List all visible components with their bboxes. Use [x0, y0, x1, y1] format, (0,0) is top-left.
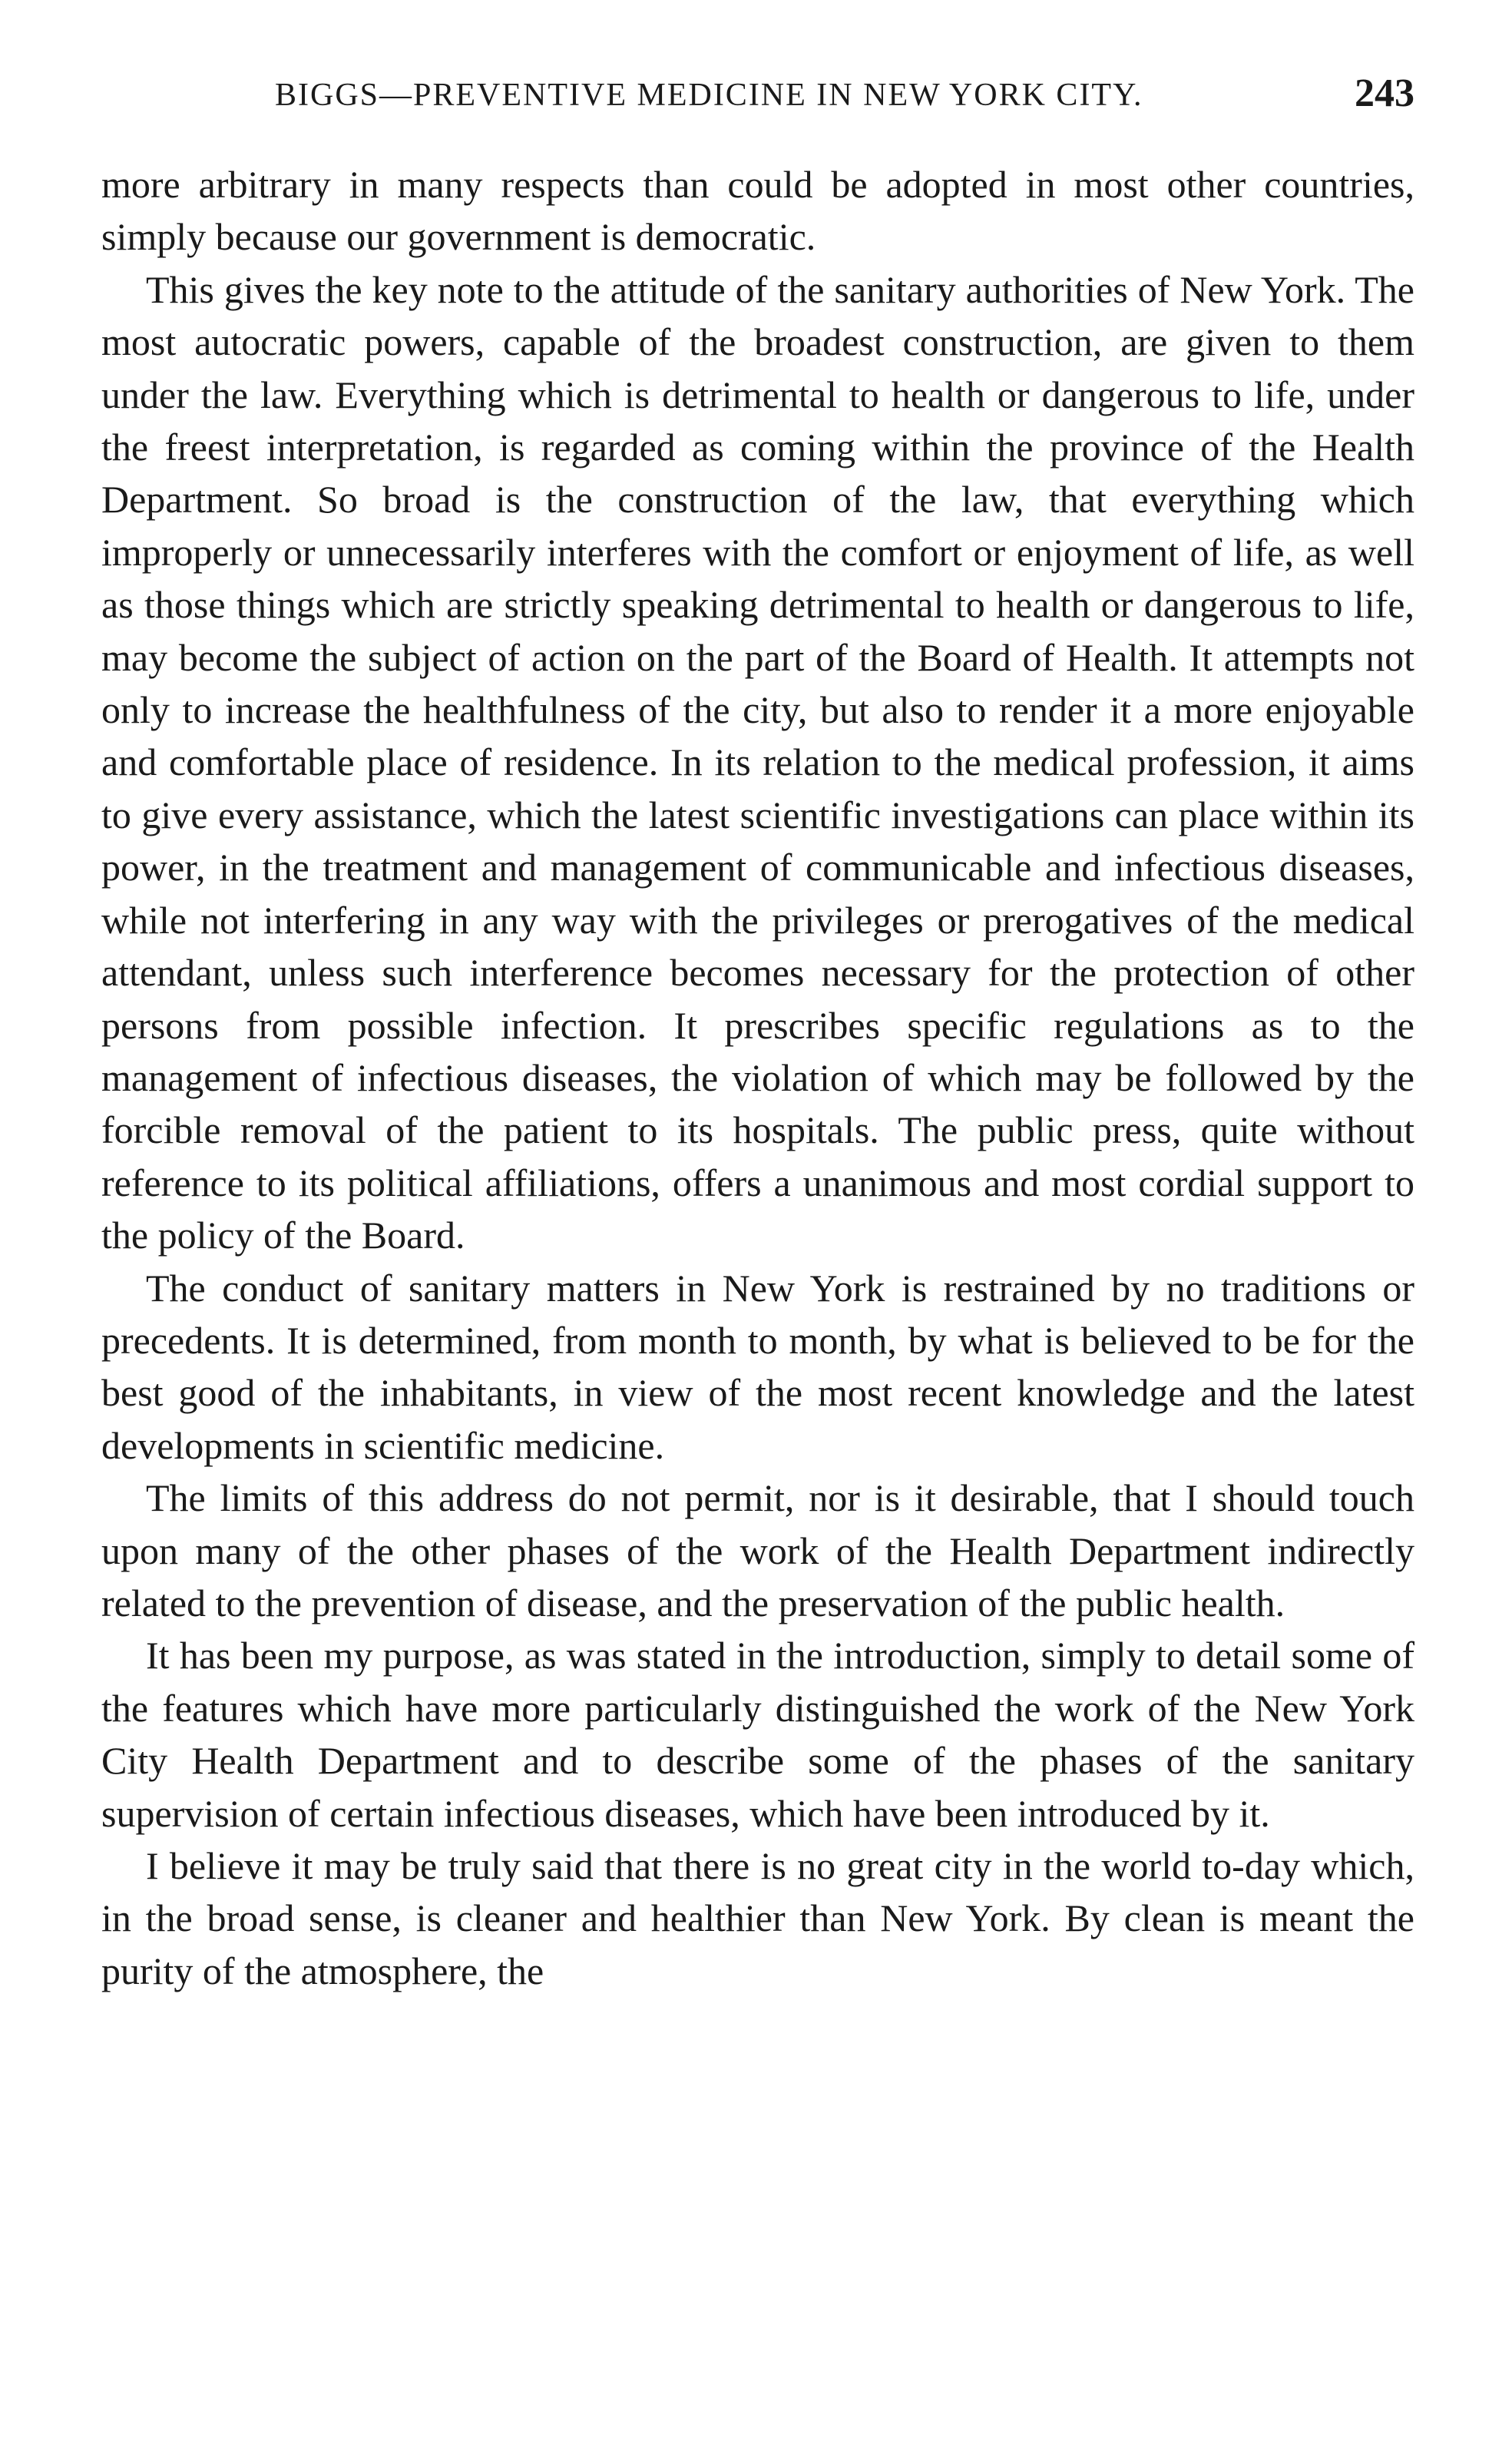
- page-number: 243: [1355, 71, 1414, 115]
- paragraph: The limits of this address do not permit, nor is it desirable, that I should touch upon many of the other phases of the work of the Health Department indirectly related to the prevention of disease, and the preservation of the public health.: [101, 1476, 1414, 1624]
- paragraph: The conduct of sanitary matters in New York is restrained by no traditions or precedents. It is determined, from month to month, by what is believed to be for the best good of the inhabitants, in view of the most recent knowledge and the latest developments in scientific medicine.: [101, 1266, 1414, 1467]
- running-title: BIGGS—PREVENTIVE MEDICINE IN NEW YORK CITY.: [275, 78, 1143, 113]
- paragraph-continued: more arbitrary in many respects than could be adopted in most other countries, simply because our government is democratic.: [101, 163, 1414, 259]
- paragraph: It has been my purpose, as was stated in the introduction, simply to detail some of the features which have more particularly distinguished the work of the New York City Health Department and to describe some of the phases of the sanitary supervision of certain infectious diseases, which have been introduced by it.: [101, 1634, 1414, 1835]
- document-page: [101, 71, 1414, 1997]
- paragraph: I believe it may be truly said that there is no great city in the world to-day which, in the broad sense, is cleaner and healthier than New York. By clean is meant the purity of the atmosphere, the: [101, 1844, 1414, 1992]
- running-head: [101, 71, 1414, 132]
- paragraph: This gives the key note to the attitude of the sanitary authorities of New York. The most autocratic powers, capable of the broadest construction, are given to them under the law. Everything which is detrimental to health or dangerous to life, under the freest interpretation, is regarded as coming within the province of the Health Department. So broad is the construction of the law, that everything which improperly or unnecessarily interferes with the comfort or enjoyment of life, as well as those things which are strictly speaking detrimental to health or dangerous to life, may become the subject of action on the part of the Board of Health. It attempts not only to increase the healthfulness of the city, but also to render it a more enjoyable and comfortable place of residence. In its relation to the medical profession, it aims to give every assistance, which the latest scientific investigations can place within its power, in the treatment and management of communicable and infectious diseases, while not interfering in any way with the privileges or prerogatives of the medical attendant, unless such interference becomes necessary for the protection of other persons from possible infection. It prescribes specific regulations as to the management of infectious diseases, the violation of which may be followed by the forcible removal of the patient to its hospitals. The public press, quite without reference to its political affiliations, offers a unanimous and most cordial support to the policy of the Board.: [101, 267, 1414, 1257]
- body-text: [101, 158, 1414, 1997]
